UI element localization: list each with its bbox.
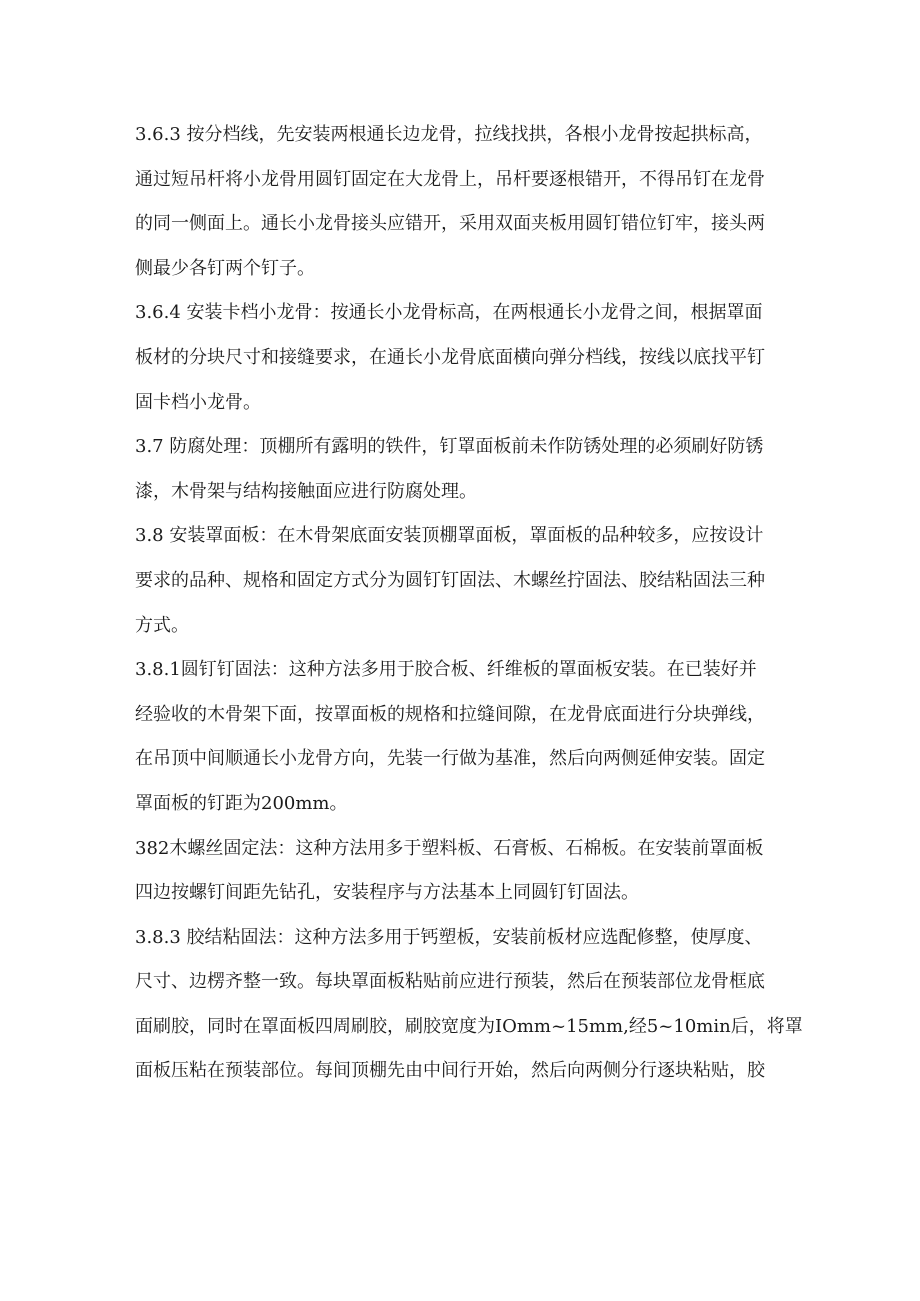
text-line: 漆，木骨架与结构接触面应进行防腐处理。 [135, 480, 477, 502]
text-line: 382木螺丝固定法：这种方法用多于塑料板、石膏板、石棉板。在安装前罩面板 [135, 837, 764, 859]
text-line: 通过短吊杆将小龙骨用圆钉固定在大龙骨上，吊杆要逐根错开，不得吊钉在龙骨 [135, 168, 765, 190]
text-line: 罩面板的钉距为200mm。 [135, 792, 348, 814]
text-line: 方式。 [135, 614, 189, 636]
text-line: 面刷胶，同时在罩面板四周刷胶，刷胶宽度为IOmm~15mm,经5~10min后，将罩 [135, 1015, 803, 1037]
text-line: 在吊顶中间顺通长小龙骨方向，先装一行做为基准，然后向两侧延伸安装。固定 [135, 748, 765, 770]
document-body [135, 113, 803, 1094]
text-line: 侧最少各钉两个钉子。 [135, 257, 315, 279]
text-line: 板材的分块尺寸和接缝要求，在通长小龙骨底面横向弹分档线，按线以底找平钉 [135, 346, 765, 368]
text-line: 3.8 安装罩面板：在木骨架底面安装顶棚罩面板，罩面板的品种较多，应按设计 [135, 525, 764, 547]
text-line: 要求的品种、规格和固定方式分为圆钉钉固法、木螺丝拧固法、胶结粘固法三种 [135, 569, 765, 591]
text-line: 面板压粘在预装部位。每间顶棚先由中间行开始，然后向两侧分行逐块粘贴，胶 [135, 1060, 765, 1082]
text-line: 尺寸、边楞齐整一致。每块罩面板粘贴前应进行预装，然后在预装部位龙骨框底 [135, 971, 765, 993]
text-line: 3.6.3 按分档线，先安装两根通长边龙骨，拉线找拱，各根小龙骨按起拱标高， [135, 124, 763, 145]
text-line: 3.8.3 胶结粘固法：这种方法多用于钙塑板，安装前板材应选配修整，使厚度、 [135, 926, 763, 948]
text-line: 四边按螺钉间距先钻孔，安装程序与方法基本上同圆钉钉固法。 [135, 882, 639, 904]
text-line: 3.8.1圆钉钉固法：这种方法多用于胶合板、纤维板的罩面板安装。在已装好并 [135, 659, 757, 681]
text-line: 3.6.4 安装卡档小龙骨：按通长小龙骨标高，在两根通长小龙骨之间，根据罩面 [135, 302, 763, 324]
text-line: 经验收的木骨架下面，按罩面板的规格和拉缝间隙，在龙骨底面进行分块弹线， [135, 703, 765, 725]
text-line: 的同一侧面上。通长小龙骨接头应错开，采用双面夹板用圆钉错位钉牢，接头两 [135, 213, 765, 235]
text-line: 3.7 防腐处理：顶棚所有露明的铁件，钉罩面板前未作防锈处理的必须刷好防锈 [135, 436, 764, 458]
text-line: 固卡档小龙骨。 [135, 391, 261, 413]
